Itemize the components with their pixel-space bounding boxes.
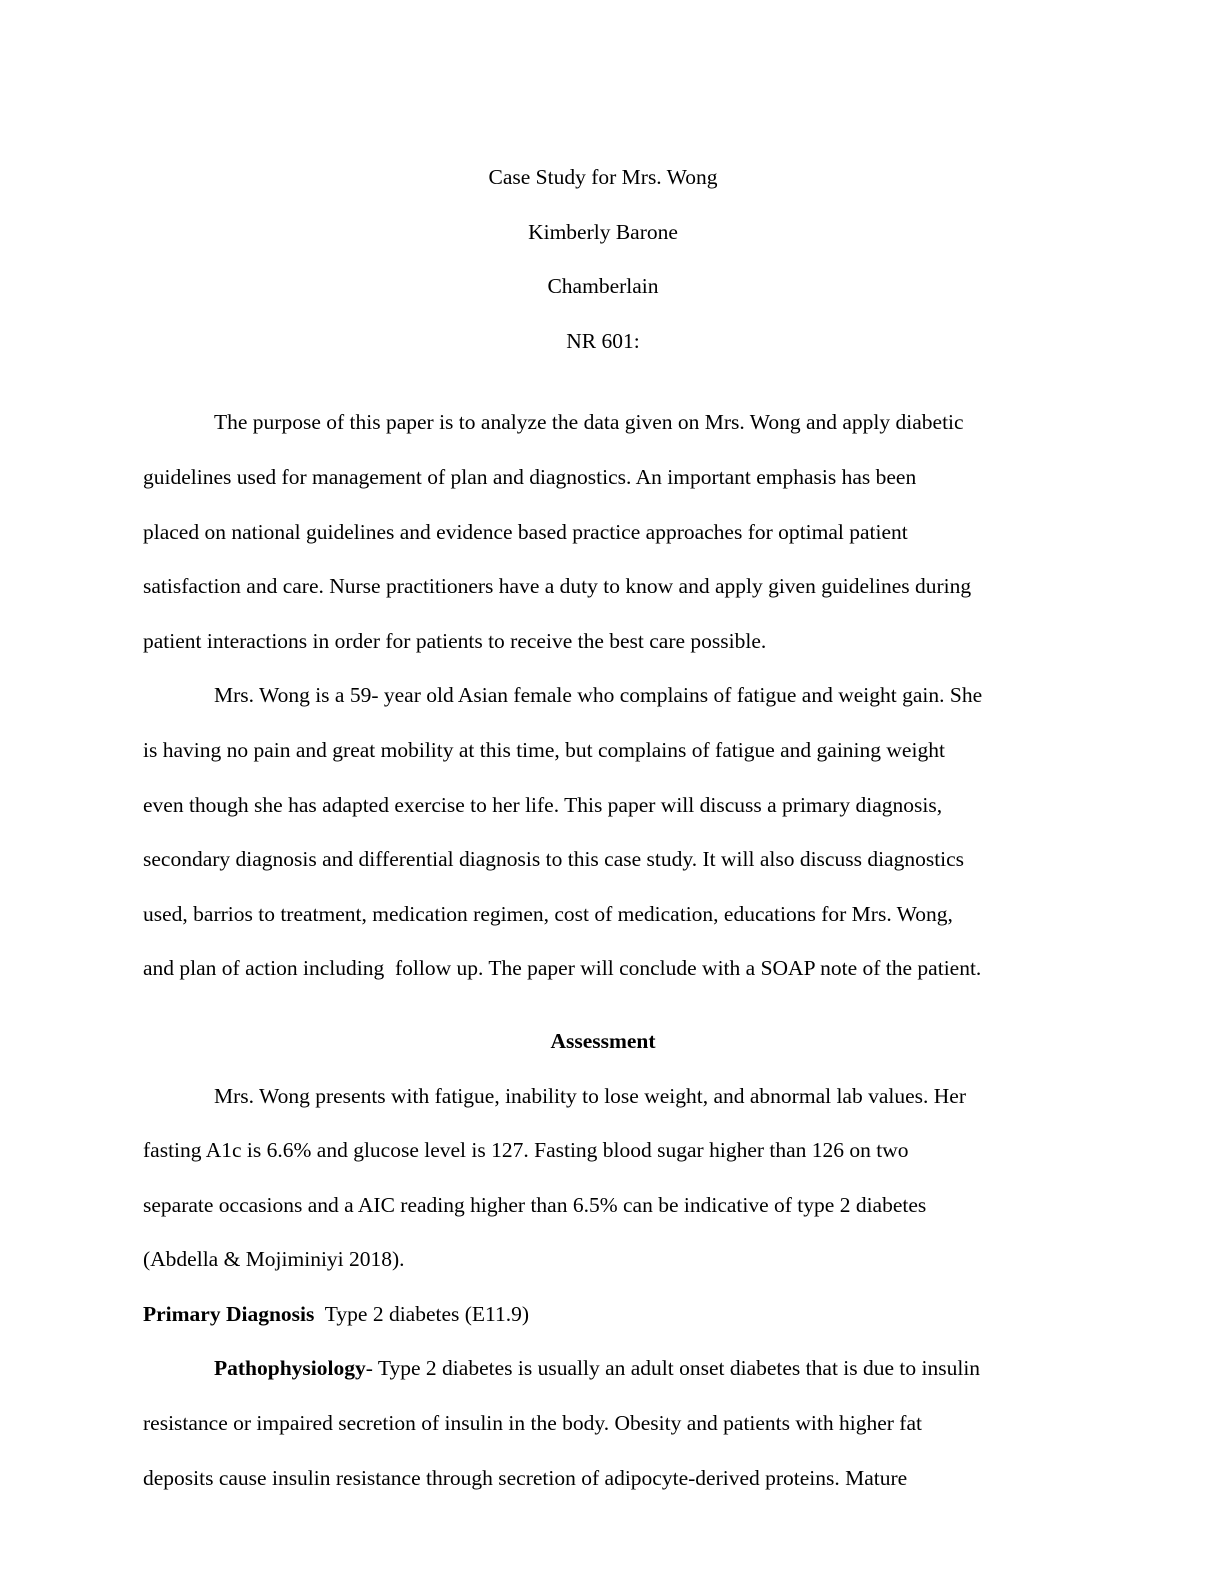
text-line: secondary diagnosis and differential diagnosis to this case study. It will also discuss diagnostics xyxy=(143,847,965,872)
text-line: satisfaction and care. Nurse practitioners have a duty to know and apply given guidelines during xyxy=(143,574,972,599)
text-line: Mrs. Wong is a 59- year old Asian female who complains of fatigue and weight gain. She xyxy=(214,683,983,708)
text-line: placed on national guidelines and evidence based practice approaches for optimal patient xyxy=(143,519,908,544)
pathophysiology-paragraph xyxy=(143,1341,1083,1505)
author-name: Kimberly Barone xyxy=(528,219,678,244)
pathophysiology-first-text: - Type 2 diabetes is usually an adult onset diabetes that is due to insulin xyxy=(365,1356,981,1381)
text-line: patient interactions in order for patients to receive the best care possible. xyxy=(143,628,767,653)
text-line: Mrs. Wong presents with fatigue, inability to lose weight, and abnormal lab values. Her xyxy=(214,1083,967,1108)
paper-title: Case Study for Mrs. Wong xyxy=(488,165,718,189)
text-line: The purpose of this paper is to analyze the data given on Mrs. Wong and apply diabetic xyxy=(214,410,964,435)
document-body xyxy=(143,150,1083,1505)
text-line: even though she has adapted exercise to her life. This paper will discuss a primary diagnosis, xyxy=(143,792,943,817)
text-line: used, barrios to treatment, medication regimen, cost of medication, educations for Mrs. Wong, xyxy=(143,901,953,926)
intro-paragraph xyxy=(143,395,1083,668)
pathophysiology-label: Pathophysiology xyxy=(214,1356,366,1381)
text-line: and plan of action including follow up. The paper will conclude with a SOAP note of the patient. xyxy=(143,956,982,981)
text-line: fasting A1c is 6.6% and glucose level is 127. Fasting blood sugar higher than 126 on two xyxy=(143,1138,909,1163)
text-line: resistance or impaired secretion of insulin in the body. Obesity and patients with higher fat xyxy=(143,1411,922,1436)
text-line: is having no pain and great mobility at this time, but complains of fatigue and gaining weight xyxy=(143,737,945,762)
background-paragraph xyxy=(143,668,1083,996)
primary-diagnosis-line xyxy=(143,1287,1083,1342)
primary-diagnosis-label: Primary Diagnosis xyxy=(143,1301,315,1326)
text-line: separate occasions and a AIC reading higher than 6.5% can be indicative of type 2 diabetes xyxy=(143,1192,927,1217)
course-code: NR 601: xyxy=(566,328,640,353)
text-line: deposits cause insulin resistance through secretion of adipocyte-derived proteins. Mature xyxy=(143,1465,908,1490)
text-line: guidelines used for management of plan and diagnostics. An important emphasis has been xyxy=(143,464,917,489)
text-line xyxy=(143,1341,1083,1396)
primary-diagnosis-text: Type 2 diabetes (E11.9) xyxy=(314,1301,530,1326)
institution-name: Chamberlain xyxy=(547,274,659,299)
assessment-paragraph xyxy=(143,1069,1083,1287)
text-line: (Abdella & Mojiminiyi 2018). xyxy=(143,1247,405,1272)
title-block xyxy=(143,150,1083,368)
assessment-heading: Assessment xyxy=(550,1028,656,1053)
